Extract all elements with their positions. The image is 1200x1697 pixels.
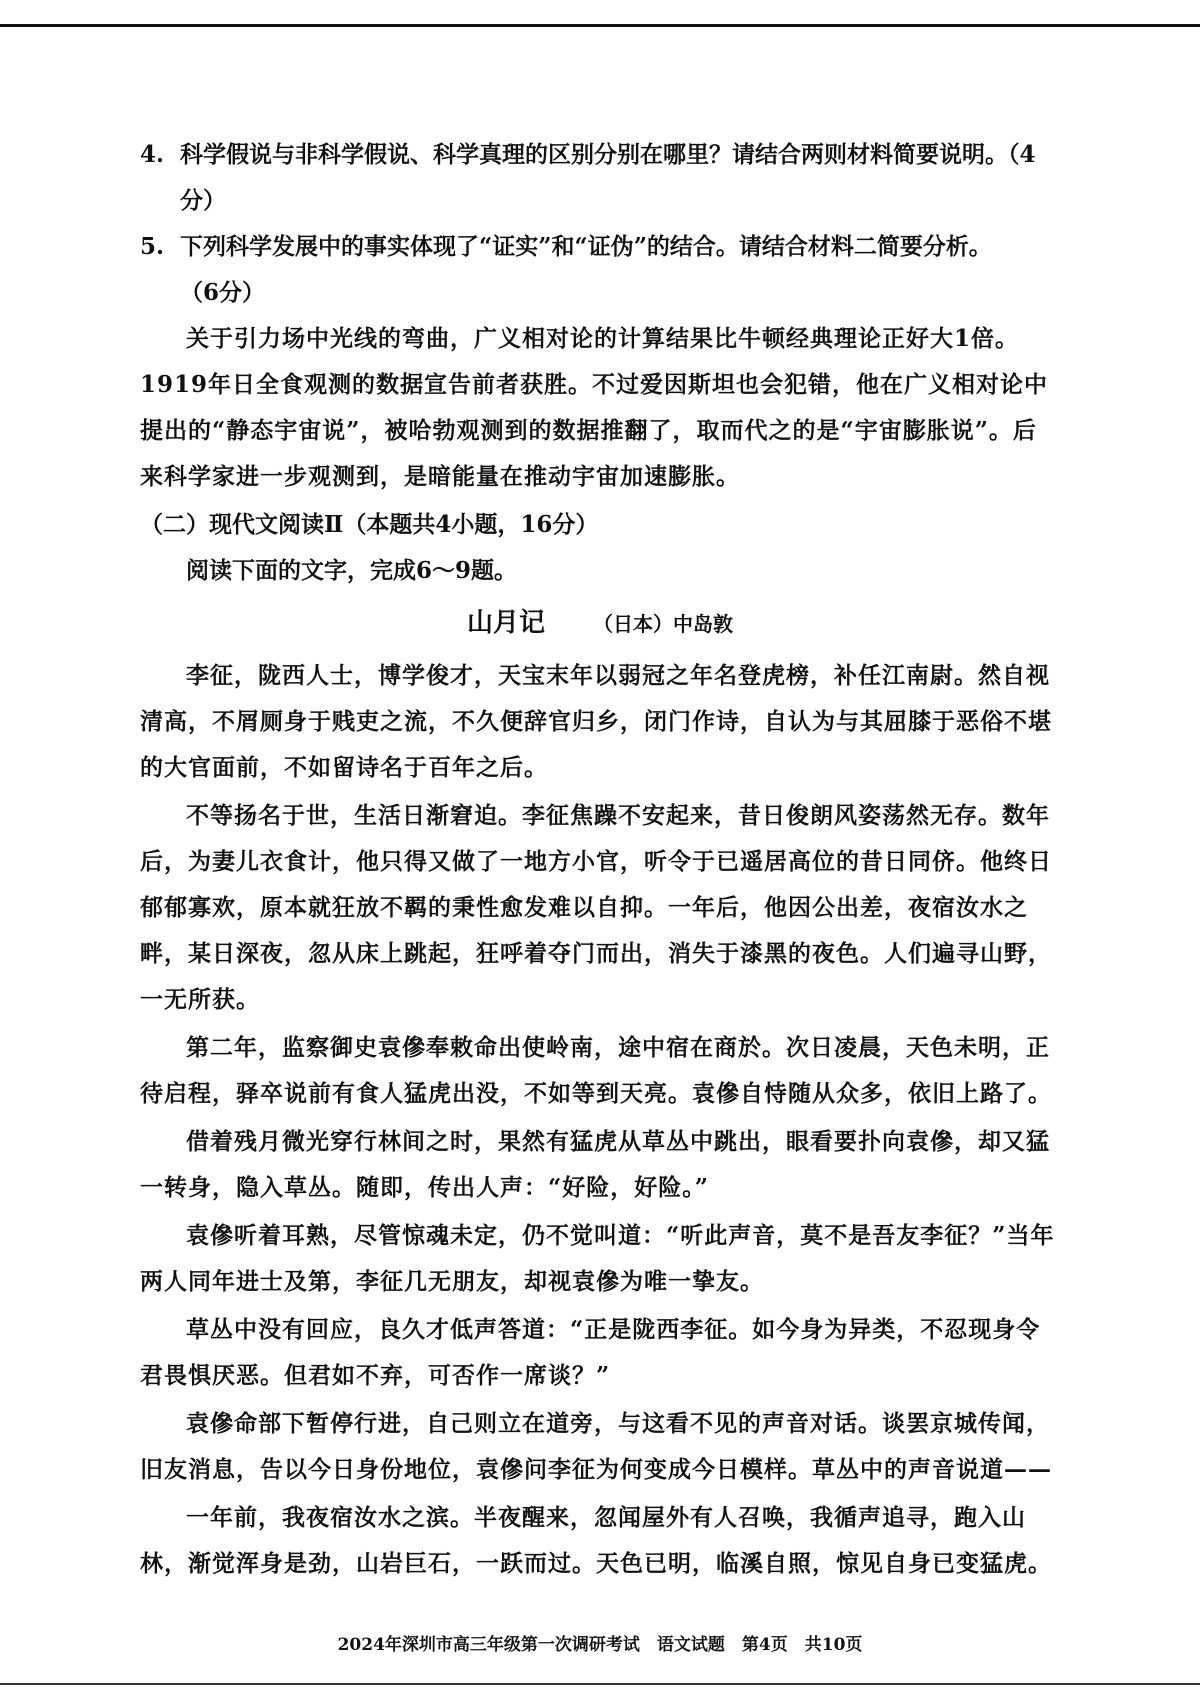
question-5-material: 关于引力场中光线的弯曲，广义相对论的计算结果比牛顿经典理论正好大1倍。1919年日全食观测的数据宣告前者获胜。不过爱因斯坦也会犯错，他在广义相对论中提出的“静态宇宙说”，被哈勃观测到的数据推翻了，取而代之的是“宇宙膨胀说”。后来科学家进一步观测到，是暗能量在推动宇宙加速膨胀。	[140, 325, 1049, 490]
section-instruction: 阅读下面的文字，完成6～9题。	[186, 557, 518, 584]
story-paragraph: 借着残月微光穿行林间之时，果然有猛虎从草丛中跳出，眼看要扑向袁傪，却又猛一转身，隐入草丛。随即，传出人声：“好险，好险。”	[140, 1128, 1050, 1201]
page-content	[140, 132, 1060, 1589]
story-author: （日本）中岛敦	[593, 612, 734, 636]
top-rule	[0, 24, 1200, 27]
story-paragraph: 袁傪听着耳熟，尽管惊魂未定，仍不觉叫道：“听此声音，莫不是吾友李征？”当年两人同年进士及第，李征几无朋友，却视袁傪为唯一挚友。	[140, 1222, 1055, 1295]
story-paragraph: 李征，陇西人士，博学俊才，天宝末年以弱冠之年名登虎榜，补任江南尉。然自视清高，不屑厕身于贱吏之流，不久便辞官归乡，闭门作诗，自认为与其屈膝于恶俗不堪的大官面前，不如留诗名于百年之后。	[140, 662, 1052, 781]
story-title-line	[140, 600, 1060, 647]
question-number: 5.	[140, 233, 165, 260]
question-number: 4.	[140, 141, 165, 168]
story-paragraph: 袁傪命部下暂停行进，自己则立在道旁，与这看不见的声音对话。谈罢京城传闻，旧友消息，告以今日身份地位，袁傪问李征为何变成今日模样。草丛中的声音说道——	[140, 1410, 1052, 1483]
question-text: 科学假说与非科学假说、科学真理的区别分别在哪里？请结合两则材料简要说明。（4分）	[180, 141, 1036, 214]
story-paragraph: 第二年，监察御史袁傪奉敕命出使岭南，途中宿在商於。次日凌晨，天色未明，正待启程，驿卒说前有食人猛虎出没，不如等到天亮。袁傪自恃随从众多，依旧上路了。	[140, 1034, 1052, 1107]
story-paragraph: 草丛中没有回应，良久才低声答道：“正是陇西李征。如今身为异类，不忍现身令君畏惧厌恶。但君如不弃，可否作一席谈？”	[140, 1316, 1041, 1389]
story-paragraph: 不等扬名于世，生活日渐窘迫。李征焦躁不安起来，昔日俊朗风姿荡然无存。数年后，为妻儿衣食计，他只得又做了一地方小官，听令于已遥居高位的昔日同侪。他终日郁郁寡欢，原本就狂放不羁的秉性愈发难以自抑。一年后，他因公出差，夜宿汝水之畔，某日深夜，忽从床上跳起，狂呼着夺门而出，消失于漆黑的夜色。人们遍寻山野，一无所获。	[140, 802, 1052, 1013]
question-5	[140, 224, 1060, 270]
page-footer: 2024年深圳市高三年级第一次调研考试 语文试题 第4页 共10页	[337, 1635, 863, 1655]
bottom-rule	[0, 1683, 1200, 1685]
section-heading: （二）现代文阅读Ⅱ（本题共4小题，16分）	[140, 511, 599, 538]
story-title: 山月记	[466, 608, 545, 638]
question-4	[140, 132, 1060, 224]
question-text: 下列科学发展中的事实体现了“证实”和“证伪”的结合。请结合材料二简要分析。	[180, 233, 992, 260]
question-5-score: （6分）	[180, 279, 266, 306]
story-paragraph: 一年前，我夜宿汝水之滨。半夜醒来，忽闻屋外有人召唤，我循声追寻，跑入山林，渐觉浑身是劲，山岩巨石，一跃而过。天色已明，临溪自照，惊见自身已变猛虎。	[140, 1504, 1052, 1577]
